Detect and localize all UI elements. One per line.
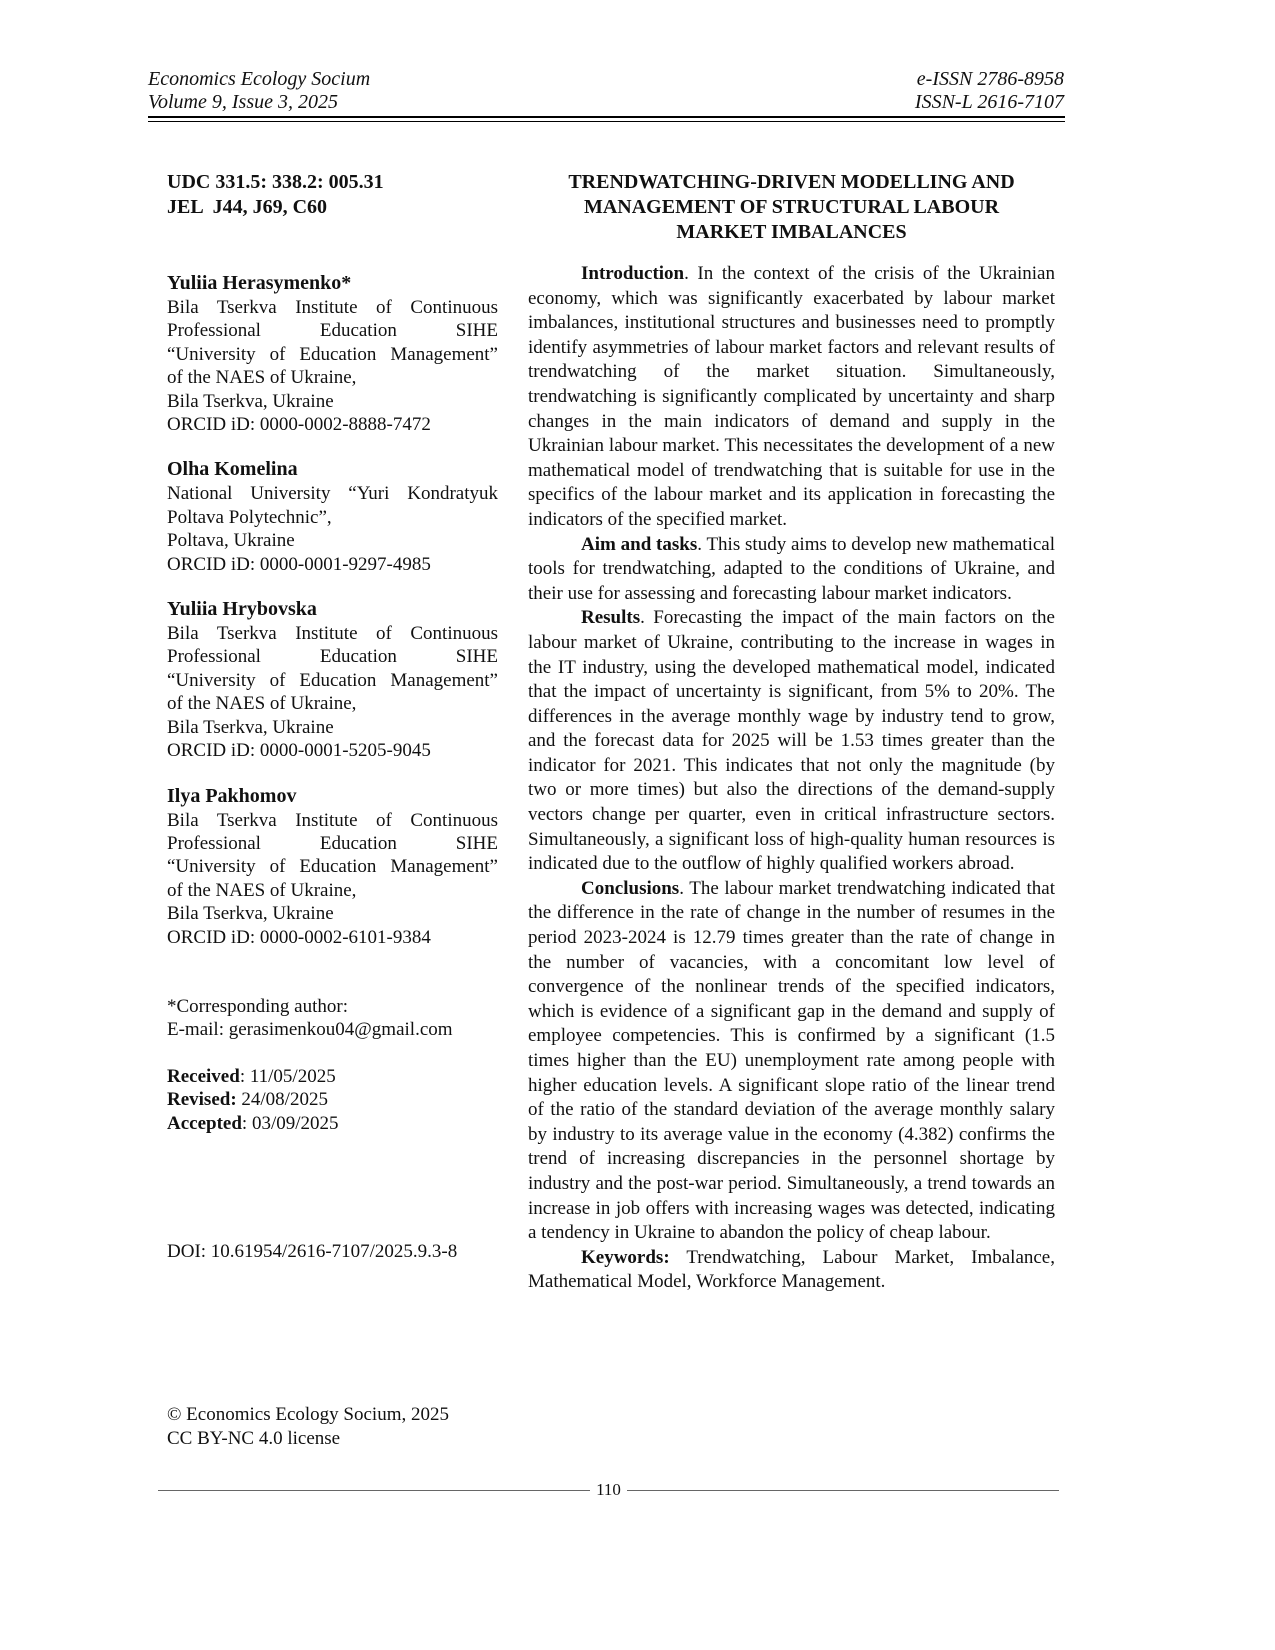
abstract-introduction: Introduction. In the context of the crisis of the Ukrainian economy, which was significantly exacerbated by labour market imbalances, institutional structures and businesses need to promptly identify asymmetries of labour market factors and relevant results of trendwatching of the market situation. Simultaneously, trendwatching is significantly complicated by uncertainty and sharp changes in the main indicators of demand and supply in the Ukrainian labour market. This necessitates the development of a new mathematical model of trendwatching that is suitable for use in the specifics of the labour market and its application in forecasting the indicators of the specified market. [528, 263, 1055, 530]
udc-code: UDC 331.5: 338.2: 005.31 [167, 171, 384, 193]
classification-codes [167, 170, 498, 220]
author-affiliation: Bila Tserkva Institute of Continuous Professional Education SIHE “University of Education Management” of the NAES of Ukraine, Bila Tserkva, Ukraine [167, 623, 498, 738]
author-orcid[interactable]: ORCID iD: 0000-0001-5205-9045 [167, 740, 431, 762]
journal-volume: Volume 9, Issue 3, 2025 [148, 91, 338, 113]
author-name: Olha Komelina [167, 458, 298, 481]
copyright-line: © Economics Ecology Socium, 2025 [167, 1404, 449, 1426]
author-1 [167, 271, 498, 436]
left-column [167, 170, 498, 1450]
jel-code: JEL J44, J69, C60 [167, 196, 328, 218]
corresponding-author [167, 995, 498, 1042]
received-date: Received: 11/05/2025 [167, 1065, 336, 1087]
author-name: Ilya Pakhomov [167, 784, 297, 807]
revised-date: Revised: 24/08/2025 [167, 1089, 328, 1111]
header-double-rule [148, 116, 1065, 122]
abstract-keywords: Keywords: Trendwatching, Labour Market, Imbalance, Mathematical Model, Workforce Management. [528, 1246, 1055, 1293]
running-header [148, 68, 1064, 114]
footer-rule-left [158, 1490, 590, 1491]
article-dates [167, 1065, 498, 1135]
author-affiliation: Bila Tserkva Institute of Continuous Professional Education SIHE “University of Education Management” of the NAES of Ukraine, Bila Tserkva, Ukraine [167, 809, 498, 925]
author-orcid[interactable]: ORCID iD: 0000-0002-8888-7472 [167, 414, 431, 436]
header-left [148, 68, 370, 114]
footer-rule-right [627, 1490, 1059, 1491]
header-right [915, 68, 1064, 114]
corresponding-email[interactable]: E-mail: gerasimenkou04@gmail.com [167, 1019, 453, 1041]
page-footer [158, 1480, 1059, 1500]
author-name: Yuliia Hrybovska [167, 598, 317, 621]
corresponding-label: *Corresponding author: [167, 995, 349, 1017]
author-affiliation: Bila Tserkva Institute of Continuous Professional Education SIHE “University of Education Management” of the NAES of Ukraine, Bila Tserkva, Ukraine [167, 297, 498, 412]
copyright [167, 1403, 498, 1450]
author-affiliation: National University “Yuri Kondratyuk Poltava Polytechnic”, Poltava, Ukraine [167, 483, 498, 552]
abstract-aim: Aim and tasks. This study aims to develop new mathematical tools for trendwatching, adapted to the conditions of Ukraine, and their use for assessing and forecasting labour market indicators. [528, 533, 1055, 604]
author-orcid[interactable]: ORCID iD: 0000-0002-6101-9384 [167, 926, 431, 948]
author-name: Yuliia Herasymenko* [167, 272, 352, 294]
abstract-conclusions: Conclusions. The labour market trendwatching indicated that the difference in the rate of change in the number of resumes in the period 2023-2024 is 12.79 times greater than the rate of change in the number of vacancies, with a concomitant low level of convergence of the nonlinear trends of the specified indicators, which is evidence of a significant gap in the demand and supply of employee competencies. This is confirmed by a significant (1.5 times higher than the EU) unemployment rate among people with higher education levels. A significant slope ratio of the linear trend of the ratio of the standard deviation of the average monthly salary by industry to its average value in the economy (4.382) confirms the trend of increasing discrepancies in the personnel shortage by industry and the post-war period. Simultaneously, a trend towards an increase in job offers with increasing wages was detected, indicating a tendency in Ukraine to abandon the policy of cheap labour. [528, 877, 1055, 1244]
author-3 [167, 597, 498, 762]
eissn: e-ISSN 2786-8958 [916, 68, 1064, 90]
journal-name: Economics Ecology Socium [148, 68, 371, 90]
author-2 [167, 457, 498, 576]
accepted-date: Accepted: 03/09/2025 [167, 1112, 339, 1134]
issnl: ISSN-L 2616-7107 [914, 91, 1064, 113]
author-orcid[interactable]: ORCID iD: 0000-0001-9297-4985 [167, 553, 431, 575]
article-title: TRENDWATCHING-DRIVEN MODELLING AND MANAGEMENT OF STRUCTURAL LABOUR MARKET IMBALANCES [568, 171, 1015, 243]
license-line: CC BY-NC 4.0 license [167, 1427, 341, 1449]
author-4 [167, 784, 498, 949]
page-number: 110 [596, 1480, 621, 1499]
right-column [528, 170, 1055, 1295]
doi[interactable]: DOI: 10.61954/2616-7107/2025.9.3-8 [167, 1240, 458, 1262]
abstract-results: Results. Forecasting the impact of the main factors on the labour market of Ukraine, contributing to the increase in wages in the IT industry, using the developed mathematical model, indicated that the impact of uncertainty is significant, from 5% to 20%. The differences in the average monthly wage by industry tend to grow, and the forecast data for 2025 will be 1.53 times greater than the indicator for 2021. This indicates that not only the magnitude (by two or more times) but also the directions of the demand-supply vectors change per quarter, even in critical infrastructure sectors. Simultaneously, a significant loss of high-quality human resources is indicated due to the outflow of highly qualified workers abroad. [528, 607, 1055, 875]
